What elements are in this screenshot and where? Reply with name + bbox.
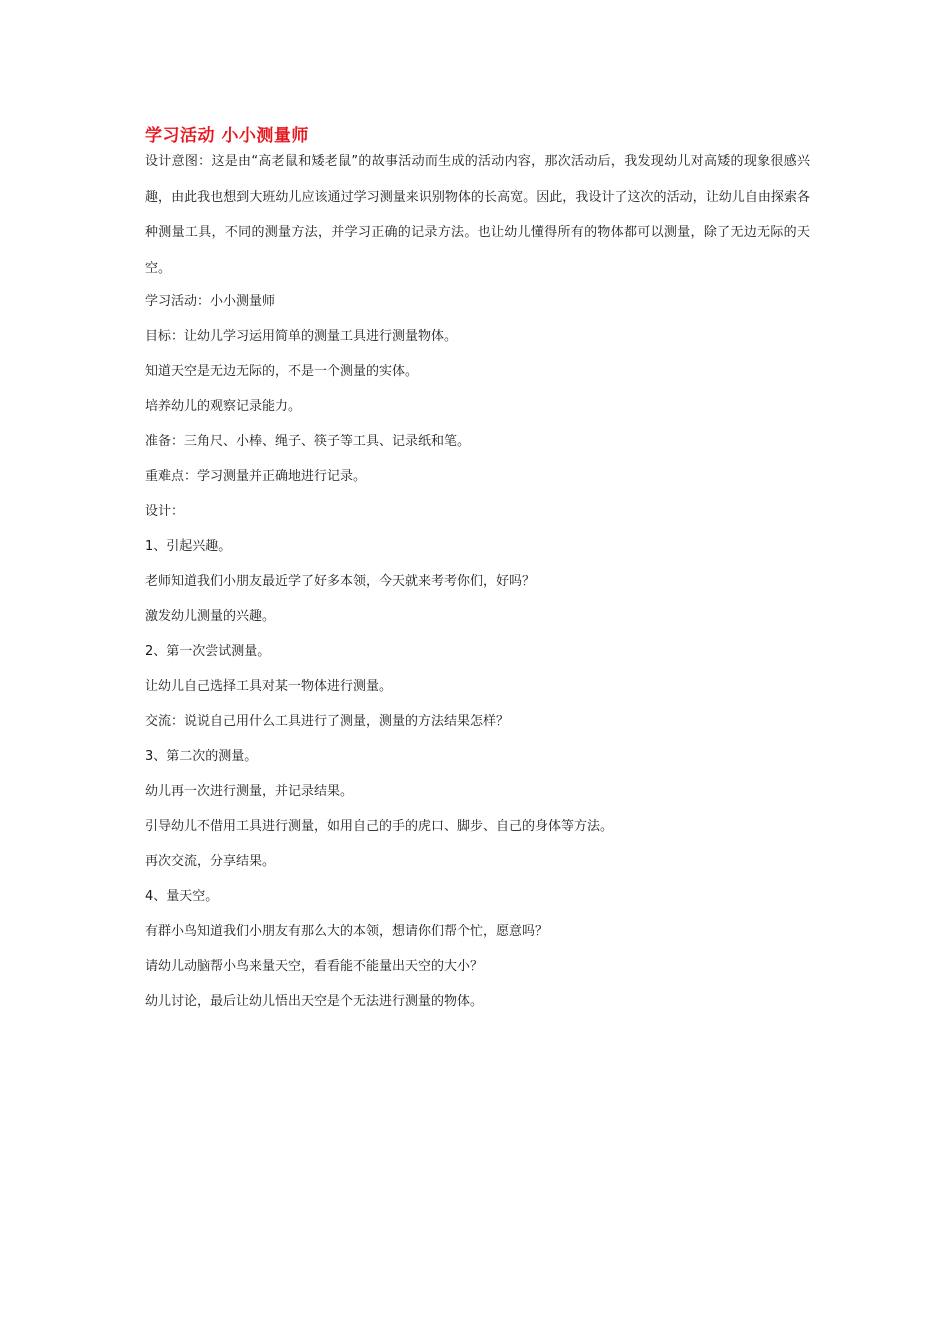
- goal-line-3: 培养幼儿的观察记录能力。: [145, 399, 302, 414]
- step-3-text-3: 再次交流，分享结果。: [145, 854, 276, 869]
- intro-section: [145, 144, 810, 286]
- goal-line-2: 知道天空是无边无际的，不是一个测量的实体。: [145, 364, 419, 379]
- step-4-text-1: 有群小鸟知道我们小朋友有那么大的本领，想请你们帮个忙，愿意吗？: [145, 924, 549, 939]
- step-3-text-1: 幼儿再一次进行测量，并记录结果。: [145, 784, 354, 799]
- step-2-text-1: 让幼儿自己选择工具对某一物体进行测量。: [145, 679, 393, 694]
- preparation-line: 准备：三角尺、小棒、绳子、筷子等工具、记录纸和笔。: [145, 434, 471, 449]
- step-3-text-2: 引导幼儿不借用工具进行测量，如用自己的手的虎口、脚步、自己的身体等方法。: [145, 819, 614, 834]
- step-2-heading: 2、第一次尝试测量。: [145, 644, 271, 659]
- design-intent-paragraph: 设计意图：这是由“高老鼠和矮老鼠”的故事活动而生成的活动内容，那次活动后，我发现幼儿对高矮的现象很感兴趣，由此我也想到大班幼儿应该通过学习测量来识别物体的长高宽。因此，我设计了这次的活动，让幼儿自由探索各种测量工具，不同的测量方法，并学习正确的记录方法。也让幼儿懂得所有的物体都可以测量，除了无边无际的天空。: [145, 154, 810, 276]
- step-1-text-2: 激发幼儿测量的兴趣。: [145, 609, 276, 624]
- step-1-text-1: 老师知道我们小朋友最近学了好多本领，今天就来考考你们，好吗？: [145, 574, 536, 589]
- document-title: 学习活动 小小测量师: [145, 126, 309, 146]
- design-heading: 设计：: [145, 504, 185, 519]
- goal-line-1: 目标：让幼儿学习运用简单的测量工具进行测量物体。: [145, 329, 458, 344]
- key-point-line: 重难点：学习测量并正确地进行记录。: [145, 469, 367, 484]
- step-1-heading: 1、引起兴趣。: [145, 539, 232, 554]
- document-page: [145, 124, 810, 1027]
- step-4-text-3: 幼儿讨论，最后让幼儿悟出天空是个无法进行测量的物体。: [145, 994, 484, 1009]
- step-2-text-2: 交流：说说自己用什么工具进行了测量，测量的方法结果怎样？: [145, 714, 510, 729]
- step-4-heading: 4、量天空。: [145, 889, 219, 904]
- step-3-heading: 3、第二次的测量。: [145, 749, 258, 764]
- activity-name-line: 学习活动：小小测量师: [145, 294, 276, 309]
- step-4-text-2: 请幼儿动脑帮小鸟来量天空，看看能不能量出天空的大小？: [145, 959, 484, 974]
